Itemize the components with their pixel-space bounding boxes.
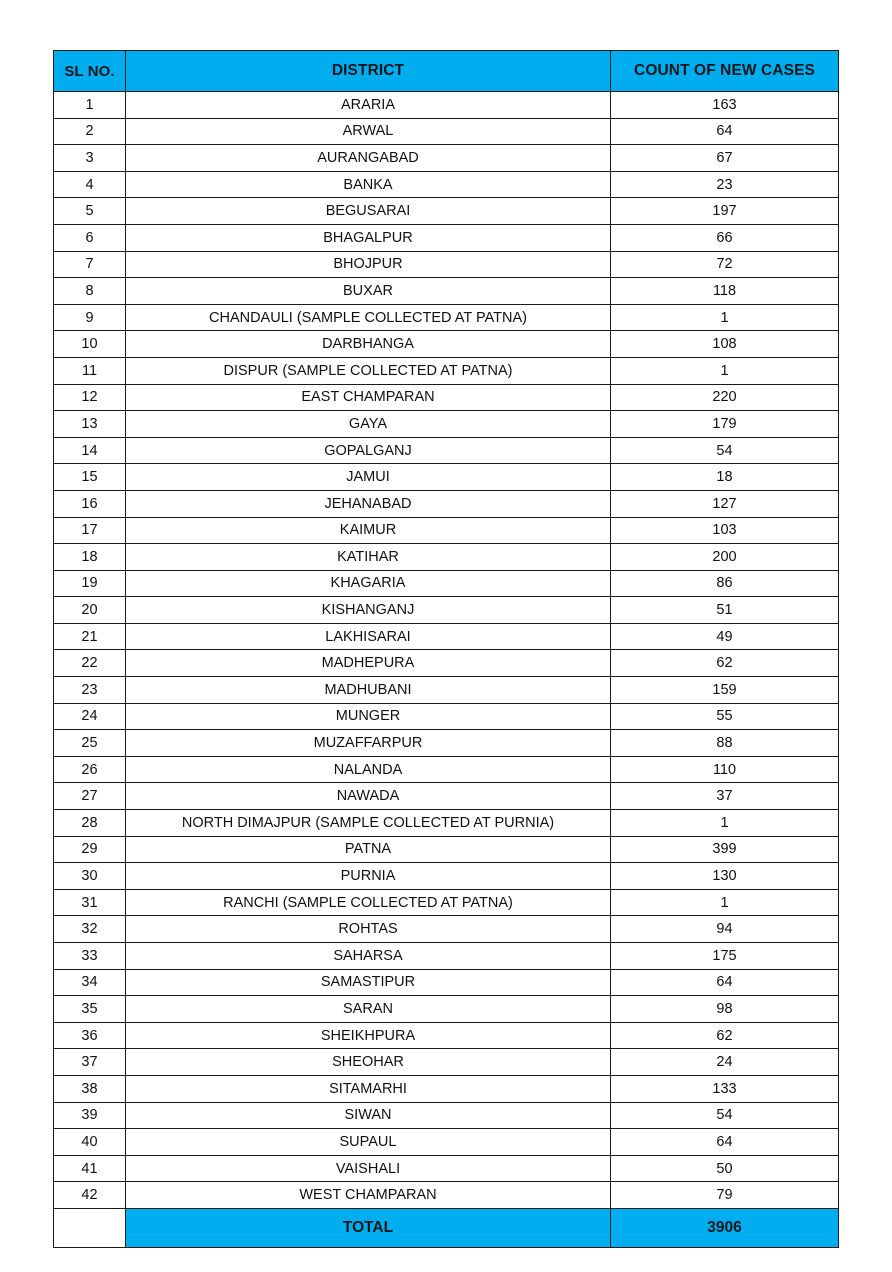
table-header-row	[54, 51, 839, 92]
total-row	[54, 1208, 839, 1247]
cell-count: 127	[611, 490, 839, 517]
table-row	[54, 490, 839, 517]
cell-district: BANKA	[126, 171, 611, 198]
cell-count: 110	[611, 756, 839, 783]
cell-count: 62	[611, 650, 839, 677]
cell-count: 118	[611, 278, 839, 305]
cell-sl-no: 40	[54, 1129, 126, 1156]
cell-count: 67	[611, 145, 839, 172]
table-row	[54, 384, 839, 411]
cell-count: 159	[611, 677, 839, 704]
cell-district: BHAGALPUR	[126, 224, 611, 251]
cell-sl-no: 33	[54, 943, 126, 970]
cell-district: PATNA	[126, 836, 611, 863]
table-row	[54, 331, 839, 358]
table-row	[54, 889, 839, 916]
column-header-count: COUNT OF NEW CASES	[611, 51, 839, 92]
table-body	[54, 92, 839, 1209]
cell-sl-no: 11	[54, 357, 126, 384]
cell-count: 1	[611, 357, 839, 384]
table-row	[54, 703, 839, 730]
cell-count: 79	[611, 1182, 839, 1209]
cell-district: ARARIA	[126, 92, 611, 119]
total-sl-blank-cell	[54, 1208, 126, 1247]
cell-sl-no: 29	[54, 836, 126, 863]
cell-district: KATIHAR	[126, 544, 611, 571]
cell-district: SHEIKHPURA	[126, 1022, 611, 1049]
cell-count: 1	[611, 810, 839, 837]
cell-district: KAIMUR	[126, 517, 611, 544]
cell-sl-no: 7	[54, 251, 126, 278]
table-row	[54, 278, 839, 305]
table-row	[54, 783, 839, 810]
table-row	[54, 570, 839, 597]
table-row	[54, 916, 839, 943]
cell-sl-no: 22	[54, 650, 126, 677]
table-row	[54, 437, 839, 464]
cell-count: 66	[611, 224, 839, 251]
table-row	[54, 756, 839, 783]
cell-district: EAST CHAMPARAN	[126, 384, 611, 411]
cell-count: 64	[611, 1129, 839, 1156]
cell-district: VAISHALI	[126, 1155, 611, 1182]
cell-sl-no: 3	[54, 145, 126, 172]
cell-district: MUNGER	[126, 703, 611, 730]
table-row	[54, 198, 839, 225]
table-row	[54, 1102, 839, 1129]
cell-sl-no: 15	[54, 464, 126, 491]
cell-count: 103	[611, 517, 839, 544]
table-row	[54, 1049, 839, 1076]
cell-district: PURNIA	[126, 863, 611, 890]
cell-district: GAYA	[126, 411, 611, 438]
cell-sl-no: 18	[54, 544, 126, 571]
cell-sl-no: 23	[54, 677, 126, 704]
table-row	[54, 357, 839, 384]
table-row	[54, 464, 839, 491]
cell-district: GOPALGANJ	[126, 437, 611, 464]
cell-sl-no: 1	[54, 92, 126, 119]
table-row	[54, 597, 839, 624]
cell-sl-no: 41	[54, 1155, 126, 1182]
cell-count: 1	[611, 304, 839, 331]
cell-count: 72	[611, 251, 839, 278]
cell-sl-no: 26	[54, 756, 126, 783]
cell-sl-no: 21	[54, 623, 126, 650]
cell-sl-no: 28	[54, 810, 126, 837]
cell-sl-no: 27	[54, 783, 126, 810]
cell-district: DARBHANGA	[126, 331, 611, 358]
cell-sl-no: 14	[54, 437, 126, 464]
table-row	[54, 1155, 839, 1182]
cell-count: 108	[611, 331, 839, 358]
cell-sl-no: 42	[54, 1182, 126, 1209]
table-row	[54, 836, 839, 863]
column-header-district: DISTRICT	[126, 51, 611, 92]
cell-sl-no: 34	[54, 969, 126, 996]
table-row	[54, 1075, 839, 1102]
table-row	[54, 943, 839, 970]
cell-sl-no: 25	[54, 730, 126, 757]
cell-district: SHEOHAR	[126, 1049, 611, 1076]
table-row	[54, 544, 839, 571]
cell-sl-no: 20	[54, 597, 126, 624]
column-header-sl-no: SL NO.	[54, 51, 126, 92]
cell-sl-no: 19	[54, 570, 126, 597]
table-row	[54, 92, 839, 119]
cell-count: 200	[611, 544, 839, 571]
table-row	[54, 224, 839, 251]
table-row	[54, 304, 839, 331]
cell-sl-no: 39	[54, 1102, 126, 1129]
cell-district: BHOJPUR	[126, 251, 611, 278]
cell-sl-no: 38	[54, 1075, 126, 1102]
cell-district: SAMASTIPUR	[126, 969, 611, 996]
cell-sl-no: 16	[54, 490, 126, 517]
cell-count: 37	[611, 783, 839, 810]
table-row	[54, 1022, 839, 1049]
cell-district: KISHANGANJ	[126, 597, 611, 624]
cell-sl-no: 9	[54, 304, 126, 331]
cell-district: AURANGABAD	[126, 145, 611, 172]
cell-district: SARAN	[126, 996, 611, 1023]
table-row	[54, 996, 839, 1023]
table-row	[54, 145, 839, 172]
table-header	[54, 51, 839, 92]
table-row	[54, 650, 839, 677]
cell-count: 55	[611, 703, 839, 730]
cell-district: KHAGARIA	[126, 570, 611, 597]
table-row	[54, 863, 839, 890]
table-row	[54, 411, 839, 438]
cell-count: 23	[611, 171, 839, 198]
cell-sl-no: 36	[54, 1022, 126, 1049]
cell-count: 98	[611, 996, 839, 1023]
cell-count: 94	[611, 916, 839, 943]
cell-count: 49	[611, 623, 839, 650]
cell-count: 220	[611, 384, 839, 411]
cell-sl-no: 10	[54, 331, 126, 358]
table-row	[54, 1129, 839, 1156]
cell-sl-no: 2	[54, 118, 126, 145]
cell-count: 179	[611, 411, 839, 438]
cell-district: SAHARSA	[126, 943, 611, 970]
cell-district: DISPUR (SAMPLE COLLECTED AT PATNA)	[126, 357, 611, 384]
cell-count: 54	[611, 1102, 839, 1129]
table-row	[54, 677, 839, 704]
cell-sl-no: 13	[54, 411, 126, 438]
cell-count: 51	[611, 597, 839, 624]
cell-count: 24	[611, 1049, 839, 1076]
table-footer	[54, 1208, 839, 1247]
cell-sl-no: 17	[54, 517, 126, 544]
cell-district: SIWAN	[126, 1102, 611, 1129]
cell-sl-no: 5	[54, 198, 126, 225]
cell-count: 54	[611, 437, 839, 464]
cell-count: 197	[611, 198, 839, 225]
cell-count: 88	[611, 730, 839, 757]
cell-count: 18	[611, 464, 839, 491]
cell-district: NAWADA	[126, 783, 611, 810]
cell-district: MADHEPURA	[126, 650, 611, 677]
cell-count: 175	[611, 943, 839, 970]
cell-district: LAKHISARAI	[126, 623, 611, 650]
cell-district: MADHUBANI	[126, 677, 611, 704]
cell-district: CHANDAULI (SAMPLE COLLECTED AT PATNA)	[126, 304, 611, 331]
cell-sl-no: 24	[54, 703, 126, 730]
cell-sl-no: 35	[54, 996, 126, 1023]
cell-district: WEST CHAMPARAN	[126, 1182, 611, 1209]
cell-district: ARWAL	[126, 118, 611, 145]
table-row	[54, 969, 839, 996]
cell-district: NALANDA	[126, 756, 611, 783]
cell-count: 86	[611, 570, 839, 597]
district-case-table	[53, 50, 839, 1248]
cell-sl-no: 6	[54, 224, 126, 251]
cell-district: BUXAR	[126, 278, 611, 305]
cell-count: 130	[611, 863, 839, 890]
cell-count: 64	[611, 118, 839, 145]
table-row	[54, 730, 839, 757]
cell-count: 399	[611, 836, 839, 863]
cell-district: ROHTAS	[126, 916, 611, 943]
cell-sl-no: 32	[54, 916, 126, 943]
cell-count: 133	[611, 1075, 839, 1102]
cell-district: SITAMARHI	[126, 1075, 611, 1102]
cell-sl-no: 4	[54, 171, 126, 198]
cell-sl-no: 31	[54, 889, 126, 916]
cell-district: SUPAUL	[126, 1129, 611, 1156]
cell-count: 62	[611, 1022, 839, 1049]
table-row	[54, 1182, 839, 1209]
total-label-cell: TOTAL	[126, 1208, 611, 1247]
cell-sl-no: 12	[54, 384, 126, 411]
cell-district: BEGUSARAI	[126, 198, 611, 225]
cell-count: 1	[611, 889, 839, 916]
cell-sl-no: 30	[54, 863, 126, 890]
cell-count: 163	[611, 92, 839, 119]
cell-sl-no: 37	[54, 1049, 126, 1076]
cell-district: JAMUI	[126, 464, 611, 491]
cell-sl-no: 8	[54, 278, 126, 305]
table-row	[54, 517, 839, 544]
total-value-cell: 3906	[611, 1208, 839, 1247]
table-row	[54, 810, 839, 837]
cell-district: MUZAFFARPUR	[126, 730, 611, 757]
cell-count: 50	[611, 1155, 839, 1182]
cell-district: JEHANABAD	[126, 490, 611, 517]
cell-district: NORTH DIMAJPUR (SAMPLE COLLECTED AT PURNIA)	[126, 810, 611, 837]
table-row	[54, 171, 839, 198]
table-row	[54, 623, 839, 650]
cell-count: 64	[611, 969, 839, 996]
district-case-table-container	[53, 50, 838, 1248]
cell-district: RANCHI (SAMPLE COLLECTED AT PATNA)	[126, 889, 611, 916]
table-row	[54, 118, 839, 145]
table-row	[54, 251, 839, 278]
